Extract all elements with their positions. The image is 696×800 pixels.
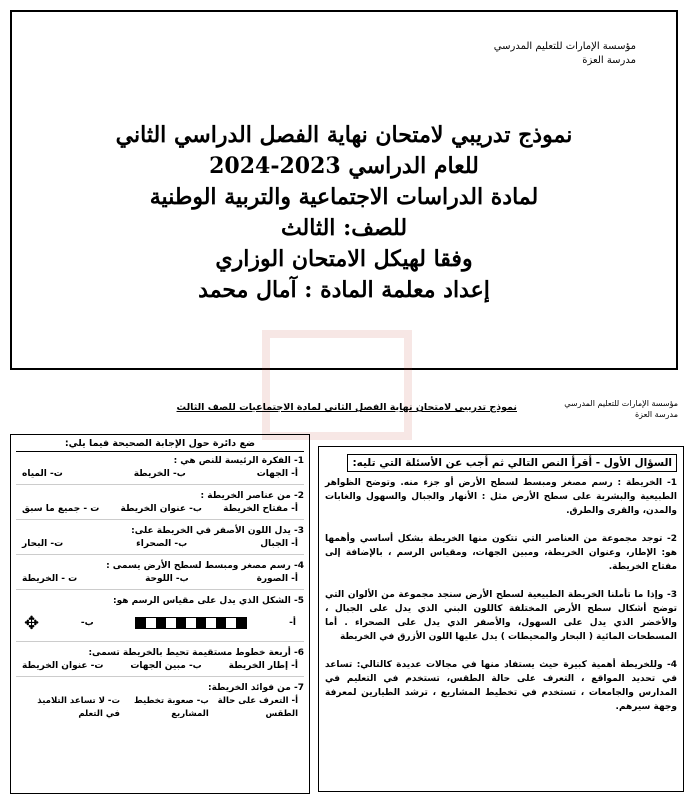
org-name: مؤسسة الإمارات للتعليم المدرسي bbox=[493, 41, 636, 52]
option-a[interactable]: أ- إطار الخريطة bbox=[228, 661, 298, 671]
option-a[interactable]: أ- الجبال bbox=[260, 539, 298, 549]
passage-paragraph: 3- وإذا ما تأملنا الخريطة الطبيعية لسطح الأرض سنجد مجموعة من الألوان التي توضح أشكال سطح الأرض المختلفة كاللون البني الذي يدل على الجبال ، والأخضر الذي يدل على السهول، والأصفر الذي يدل على الصحراء . أما المسطحات المائية ( البحار والمحيطات ) يدل عليها اللون الأزرق في الخريطة bbox=[325, 590, 677, 642]
cover-title-line: إعداد معلمة المادة : آمال محمد bbox=[198, 277, 490, 303]
question-item bbox=[16, 595, 304, 642]
question-text: 2- من عناصر الخريطة : bbox=[200, 491, 304, 501]
worksheet-title: نموذج تدريبي لامتحان نهاية الفصل الثاني لمادة الاجتماعيات للصف الثالث bbox=[176, 402, 517, 413]
question-text: 3- يدل اللون الأصفر في الخريطة على: bbox=[131, 526, 304, 536]
reading-passage bbox=[318, 446, 684, 792]
option-c[interactable]: ت- لا تساعد التلاميذ في التعلم bbox=[37, 696, 120, 719]
question-text: 7- من فوائد الخريطة: bbox=[207, 683, 304, 693]
option-a[interactable]: أ- الصورة bbox=[256, 574, 298, 584]
question-text: 1- الفكرة الرئيسة للنص هي : bbox=[173, 456, 304, 466]
cover-title-line: للصف: الثالث bbox=[280, 215, 408, 241]
school-name: مدرسة العزة bbox=[634, 410, 678, 419]
cover-title-line: لمادة الدراسات الاجتماعية والتربية الوطنية bbox=[149, 184, 539, 210]
passage-paragraph: 1- الخريطة : رسم مصغر ومبسط لسطح الأرض أو جزء منه. وتوضح الظواهر الطبيعية والبشرية على سطح الأرض مثل : الأنهار والجبال والسهول والغابات والمدن، والقرى والطرق. bbox=[325, 478, 677, 516]
option-c[interactable]: ت - الخريطة bbox=[22, 574, 78, 584]
option-b[interactable]: ب- الصحراء bbox=[136, 539, 188, 549]
option-b[interactable]: ب- اللوحة bbox=[145, 574, 189, 584]
option-a[interactable]: أ- bbox=[289, 617, 296, 628]
option-b[interactable]: ب- عنوان الخريطة bbox=[120, 504, 202, 514]
scale-bar-figure bbox=[135, 617, 247, 629]
questions-heading: ضع دائرة حول الإجابة الصحيحة فيما يلي: bbox=[16, 438, 304, 452]
cover-title-block bbox=[52, 120, 636, 306]
option-c[interactable]: ت - جميع ما سبق bbox=[22, 504, 100, 514]
compass-rose-icon: ✥ bbox=[24, 612, 40, 634]
worksheet-org-header bbox=[564, 398, 678, 420]
option-b[interactable]: ب- الخريطة bbox=[133, 469, 186, 479]
question-item bbox=[16, 490, 304, 520]
option-b[interactable]: ب- bbox=[80, 617, 94, 628]
question-item bbox=[16, 525, 304, 555]
option-c[interactable]: ت- البحار bbox=[22, 539, 64, 549]
passage-paragraph: 2- توجد مجموعة من العناصر التي تتكون منها الخريطة بشكل أساسي وأهمها هو: الإطار، وعنوان الخريطة، ومبين الجهات، ومقياس الرسم ، بالإضافة إلى مفتاح الخريطة. bbox=[325, 534, 677, 572]
option-c[interactable]: ت- عنوان الخريطة bbox=[22, 661, 104, 671]
cover-title-line: للعام الدراسي 2023-2024 bbox=[209, 153, 479, 179]
option-a[interactable]: أ- التعرف على حالة الطقس bbox=[217, 696, 298, 719]
question-item bbox=[16, 647, 304, 677]
cover-title-line: وفقا لهيكل الامتحان الوزاري bbox=[215, 246, 473, 272]
option-a[interactable]: أ- الجهات bbox=[256, 469, 298, 479]
option-b[interactable]: ب- مبين الجهات bbox=[130, 661, 202, 671]
option-c[interactable]: ت- المياه bbox=[22, 469, 63, 479]
worksheet-page bbox=[4, 396, 692, 796]
option-b[interactable]: ب- صعوبة تخطيط المشاريع bbox=[133, 696, 209, 719]
questions-panel bbox=[10, 434, 310, 794]
cover-page bbox=[10, 10, 678, 370]
org-name: مؤسسة الإمارات للتعليم المدرسي bbox=[564, 399, 678, 408]
question-item bbox=[16, 682, 304, 724]
passage-paragraph: 4- وللخريطة أهمية كبيرة حيث يستفاد منها في مجالات عديدة كالتالي: تساعد في تحديد المواقع ، التعرف على حالة الطقس، تستخدم في التعليم في المدارس والجامعات ، تستخدم في تخطيط المشاريع ، ترشد الطيارين لمعرفة وجهة سيرهم. bbox=[325, 660, 677, 712]
question-item bbox=[16, 560, 304, 590]
question-text: 5- الشكل الذي يدل على مقياس الرسم هو: bbox=[112, 596, 304, 606]
option-a[interactable]: أ- مفتاح الخريطة bbox=[223, 504, 298, 514]
question-text: 4- رسم مصغر ومبسط لسطح الأرض يسمى : bbox=[106, 561, 304, 571]
school-name: مدرسة العزة bbox=[582, 55, 636, 66]
question-item bbox=[16, 455, 304, 485]
section-heading: السؤال الأول - أقرأ النص التالي ثم أجب عن الأسئلة التي تليه: bbox=[347, 454, 677, 472]
org-header bbox=[494, 40, 636, 68]
question-text: 6- أربعة خطوط مستقيمة تحيط بالخريطة تسمى: bbox=[88, 648, 304, 658]
cover-title-line: نموذج تدريبي لامتحان نهاية الفصل الدراسي الثاني bbox=[115, 122, 573, 148]
